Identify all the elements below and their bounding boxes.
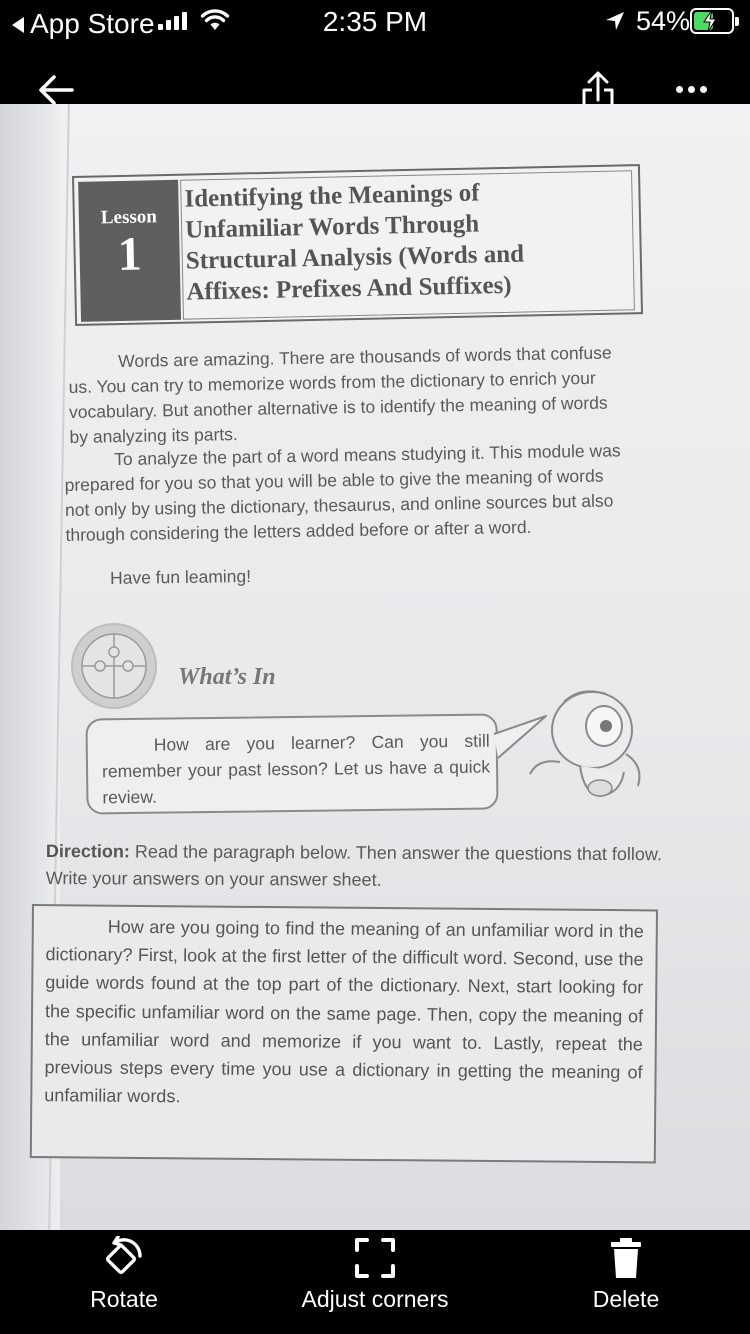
text-line: through considering the letters added before or after a word. [65,516,532,545]
rotate-label: Rotate [90,1286,158,1312]
delete-label: Delete [592,1286,660,1312]
text-line: not only by using the dictionary, thesaurus, and online sources but also [64,490,614,520]
crop-corners-icon [353,1236,397,1280]
status-time: 2:35 PM [322,6,428,37]
rotate-button[interactable] [78,1236,170,1313]
adjust-corners-button[interactable] [293,1236,457,1313]
lesson-header-box [72,164,643,326]
speech-bubble [85,713,498,814]
scanned-document-view [0,104,750,1230]
lesson-number-block [78,180,181,322]
location-arrow-icon [604,10,626,32]
intro-paragraph-2 [64,438,622,548]
intro-paragraph-1 [68,341,613,450]
mascot-illustration [520,682,650,802]
trash-icon [604,1236,648,1280]
battery-percent: 54% [636,6,691,36]
section-heading: What’s In [178,664,276,690]
bubble-text: How are you learner? Can you still remember your past lesson? Let us have a quick review. [101,730,491,808]
battery-icon [690,8,734,34]
direction-text [46,838,666,895]
have-fun-text: Have fun leaming! [109,566,252,588]
status-bar [0,0,750,42]
reading-passage: How are you going to find the meaning of an unfamiliar word in the dictionary? First, look at the first letter of the difficult word. Second, use the guide words found at the top part of the dictionary. Next, start looking for the specific unfamiliar word on the same page. Then, copy the meaning of the unfamiliar word and memorize if you want to. Lastly, repeat the previous steps every time you use a dictionary in getting the meaning of unfamiliar words. [44,916,644,1107]
document-page [0,104,750,1230]
title-line: Structural Analysis (Words and [185,240,525,275]
delete-button[interactable] [584,1236,668,1313]
ellipsis-icon[interactable] [676,86,707,93]
puzzle-icon [70,622,158,710]
text-line: us. You can try to memorize words from the dictionary to enrich your [68,367,596,397]
text-line: prepared for you so that you will be able to give the meaning of words [64,465,604,495]
adjust-corners-label: Adjust corners [301,1286,449,1312]
lesson-label: Lesson [100,206,158,229]
direction-body: Read the paragraph below. Then answer the questions that follow. Write your answers on your answer sheet. [45,841,663,890]
text-line: To analyze the part of a word means studying it. This module was [114,440,621,470]
reading-passage-box [30,904,658,1163]
title-line: Unfamiliar Words Through [184,210,480,244]
rotate-icon [102,1236,146,1280]
top-navigation-bar [0,42,750,104]
text-line: Words are amazing. There are thousands of words that confuse [118,342,612,372]
lesson-number: 1 [117,227,143,282]
direction-label: Direction: [45,840,130,862]
charging-bolt-icon [702,9,718,33]
text-line: by analyzing its parts. [69,424,238,447]
text-line: vocabulary. But another alternative is to identify the meaning of words [68,392,608,422]
lesson-title [184,174,636,307]
title-line: Identifying the Meanings of [184,179,480,213]
bottom-toolbar [0,1230,750,1334]
title-line: Affixes: Prefixes And Suffixes) [186,271,512,306]
back-app-label: App Store [30,8,155,39]
